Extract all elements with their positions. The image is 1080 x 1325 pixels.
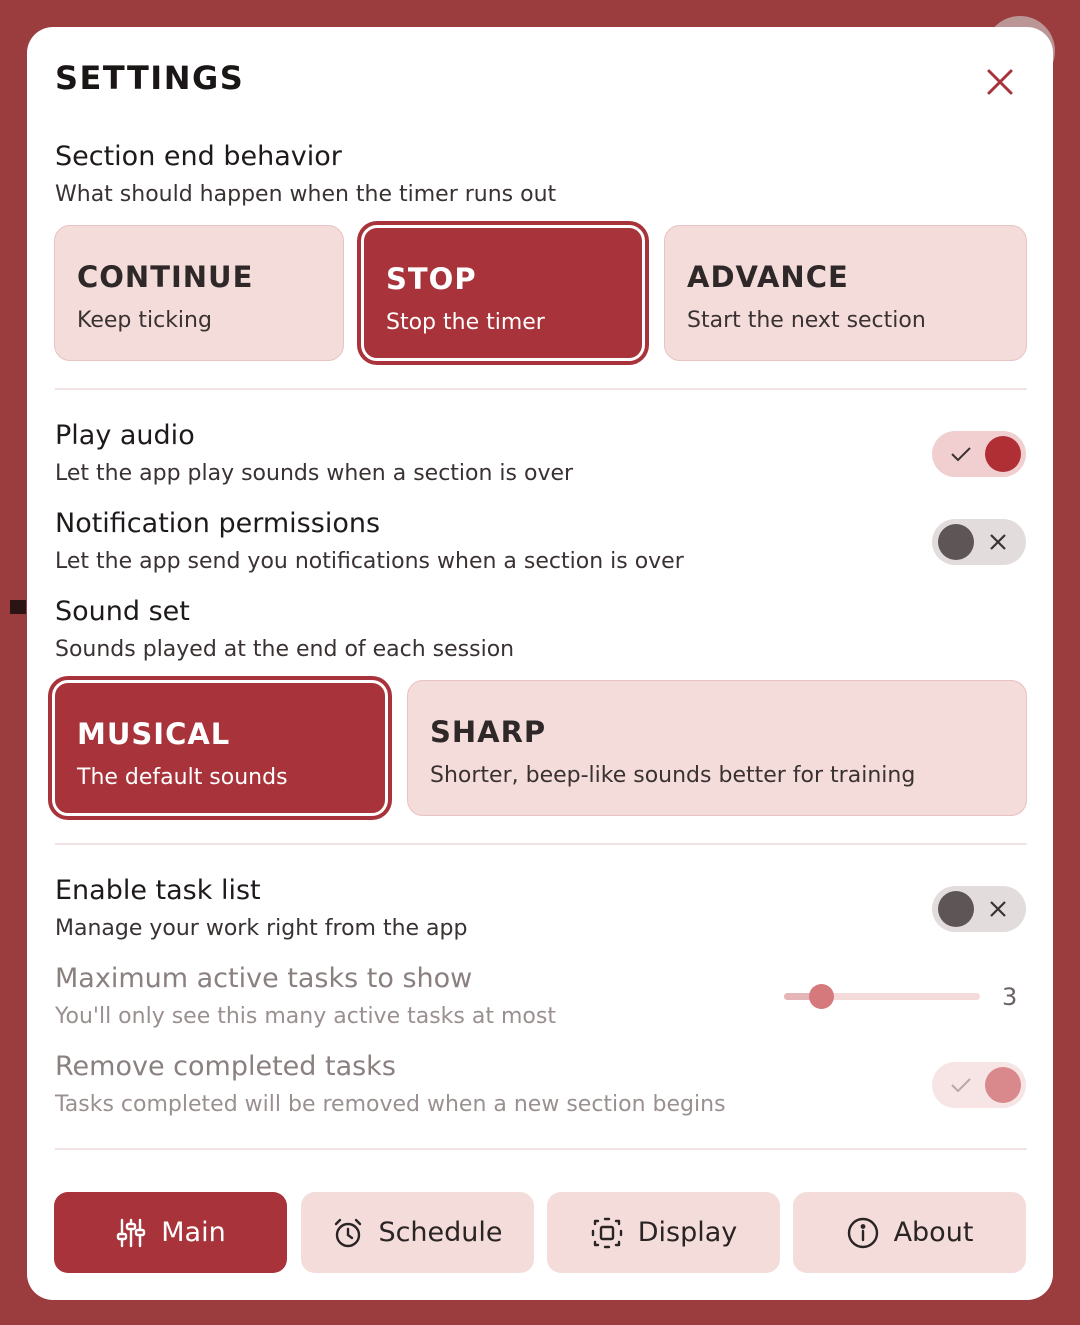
section-end-title: Section end behavior xyxy=(55,141,342,172)
option-stop[interactable] xyxy=(361,225,645,361)
section-end-description: What should happen when the timer runs out xyxy=(55,182,557,207)
max-tasks-description: You'll only see this many active tasks at most xyxy=(55,1004,556,1029)
check-icon xyxy=(949,1073,973,1097)
play-audio-description: Let the app play sounds when a section is over xyxy=(55,461,574,486)
tab-label: Main xyxy=(161,1217,226,1248)
toggle-knob xyxy=(938,891,974,927)
close-icon xyxy=(986,68,1014,96)
option-label: STOP xyxy=(386,262,477,296)
check-icon xyxy=(949,442,973,466)
tab-display[interactable] xyxy=(547,1192,780,1273)
task-list-description: Manage your work right from the app xyxy=(55,916,468,941)
task-list-toggle[interactable] xyxy=(932,886,1026,932)
play-audio-title: Play audio xyxy=(55,420,195,451)
tab-label: Display xyxy=(637,1217,738,1248)
option-label: CONTINUE xyxy=(77,260,254,294)
option-description: Keep ticking xyxy=(77,308,212,333)
sound-set-description: Sounds played at the end of each session xyxy=(55,637,515,662)
display-icon xyxy=(590,1216,624,1250)
task-list-title: Enable task list xyxy=(55,875,261,906)
tab-schedule[interactable] xyxy=(301,1192,534,1273)
option-musical[interactable] xyxy=(52,680,388,816)
tab-main[interactable] xyxy=(54,1192,287,1273)
divider xyxy=(55,843,1027,845)
option-label: SHARP xyxy=(430,715,547,749)
dialog-title: SETTINGS xyxy=(55,59,245,97)
max-tasks-value: 3 xyxy=(1002,983,1018,1011)
max-tasks-slider[interactable] xyxy=(784,993,980,1000)
option-label: ADVANCE xyxy=(687,260,849,294)
settings-dialog xyxy=(27,27,1053,1300)
x-icon xyxy=(986,530,1010,554)
option-advance[interactable] xyxy=(664,225,1027,361)
notifications-title: Notification permissions xyxy=(55,508,381,539)
divider xyxy=(55,1148,1027,1150)
toggle-knob xyxy=(938,524,974,560)
notifications-description: Let the app send you notifications when a section is over xyxy=(55,549,684,574)
toggle-knob xyxy=(985,436,1021,472)
slider-thumb[interactable] xyxy=(809,984,834,1009)
backdrop-marker xyxy=(10,600,26,614)
sound-set-title: Sound set xyxy=(55,596,190,627)
tab-about[interactable] xyxy=(793,1192,1026,1273)
remove-completed-title: Remove completed tasks xyxy=(55,1051,396,1082)
option-continue[interactable] xyxy=(54,225,344,361)
option-sharp[interactable] xyxy=(407,680,1027,816)
remove-completed-toggle[interactable] xyxy=(932,1062,1026,1108)
remove-completed-description: Tasks completed will be removed when a new section begins xyxy=(55,1092,726,1117)
tab-label: About xyxy=(893,1217,974,1248)
x-icon xyxy=(986,897,1010,921)
sliders-icon xyxy=(115,1217,147,1249)
info-icon xyxy=(846,1216,880,1250)
option-description: The default sounds xyxy=(77,765,288,790)
divider xyxy=(55,388,1027,390)
close-button[interactable] xyxy=(981,63,1019,101)
alarm-clock-icon xyxy=(332,1217,364,1249)
option-description: Stop the timer xyxy=(386,310,545,335)
option-label: MUSICAL xyxy=(77,717,231,751)
notifications-toggle[interactable] xyxy=(932,519,1026,565)
option-description: Start the next section xyxy=(687,308,926,333)
toggle-knob xyxy=(985,1067,1021,1103)
option-description: Shorter, beep-like sounds better for training xyxy=(430,763,916,788)
tab-label: Schedule xyxy=(378,1217,503,1248)
max-tasks-title: Maximum active tasks to show xyxy=(55,963,473,994)
play-audio-toggle[interactable] xyxy=(932,431,1026,477)
